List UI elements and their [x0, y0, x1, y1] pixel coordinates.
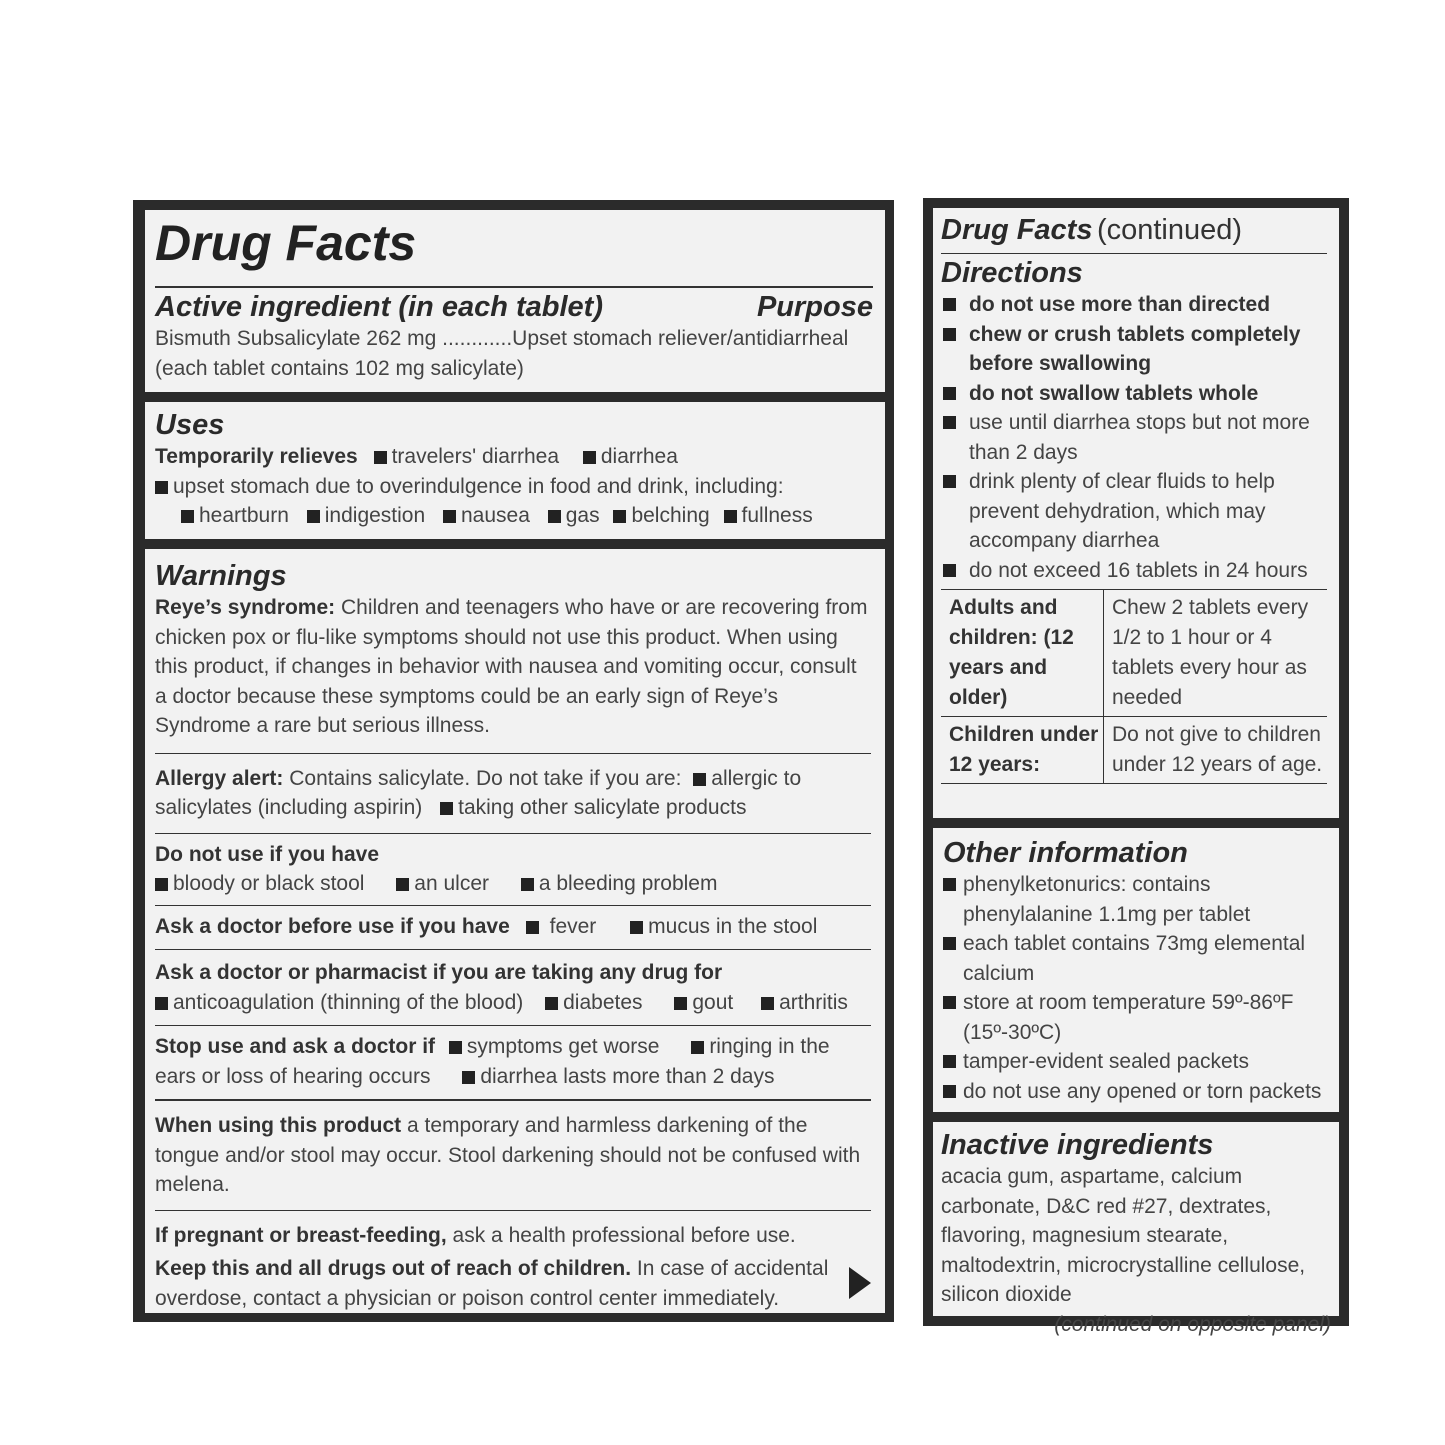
dosage-value: Chew 2 tablets every 1/2 to 1 hour or 4 tablets every hour as needed: [1112, 596, 1309, 709]
bullet-icon: [943, 298, 956, 311]
uses-item: travelers' diarrhea: [391, 445, 559, 468]
bullet-icon: [943, 1085, 956, 1098]
bullet-icon: [943, 878, 956, 891]
uses-sub-item: gas: [565, 504, 600, 527]
bullet-icon: [155, 878, 168, 891]
title-rule: [155, 286, 873, 288]
uses-line-2: [155, 472, 873, 502]
bullet-icon: [691, 1041, 704, 1054]
continued-title-suffix: (continued): [1096, 214, 1243, 246]
continued-title: [941, 212, 1327, 253]
bullet-icon: [545, 997, 558, 1010]
uses-sub-item: fullness: [741, 504, 813, 527]
title-rule: [941, 253, 1327, 254]
bullet-icon: [443, 510, 456, 523]
directions-item: drink plenty of clear fluids to help prevent dehydration, which may accompany diarrhea: [941, 467, 1327, 556]
active-ingredient-header: Active ingredient (in each tablet): [155, 291, 603, 323]
other-item: each tablet contains 73mg elemental calcium: [943, 929, 1329, 988]
bullet-icon: [548, 510, 561, 523]
pregnant-lead: If pregnant or breast-feeding,: [155, 1223, 447, 1247]
reye-text: Children and teenagers who have or are recovering from chicken pox or flu-like symptoms should not use this product. When using this product, if changes in behavior with nausea and vomiting occur, consult a doctor because these symptoms could be an early sign of Reye’s Syndrome a rare but serious illness.: [155, 596, 868, 737]
inactive-ingredients-header: Inactive ingredients: [941, 1129, 1214, 1161]
dosage-value: Do not give to children under 12 years of age.: [1104, 717, 1328, 784]
allergy-text: Contains salicylate. Do not take if you are:: [289, 766, 682, 790]
uses-lead: Temporarily relieves: [155, 445, 358, 468]
bullet-icon: [693, 773, 706, 786]
active-ingredient-box: [145, 210, 885, 392]
bullet-icon: [374, 451, 387, 464]
uses-sub-item: heartburn: [199, 504, 289, 527]
allergy-lead: Allergy alert:: [155, 766, 284, 790]
directions-item: use until diarrhea stops but not more than 2 days: [941, 408, 1327, 467]
bullet-icon: [462, 1071, 475, 1084]
stop-use-lead: Stop use and ask a doctor if: [155, 1035, 436, 1058]
bullet-icon: [440, 802, 453, 815]
drug-facts-panel-left: [133, 200, 894, 1322]
inactive-ingredients-text: acacia gum, aspartame, calcium carbonate, D&C red #27, dextrates, flavoring, magnesium stearate, maltodextrin, microcrystalline cellulose, silicon dioxide: [941, 1165, 1306, 1306]
ask-pharmacist: [155, 950, 871, 1025]
active-ingredient-note: (each tablet contains 102 mg salicylate): [155, 356, 524, 380]
bullet-icon: [181, 510, 194, 523]
bullet-icon: [761, 997, 774, 1010]
bullet-icon: [155, 997, 168, 1010]
reye-lead: Reye’s syndrome:: [155, 596, 336, 619]
uses-item: diarrhea: [600, 445, 678, 468]
directions-item: do not swallow tablets whole: [941, 379, 1327, 409]
purpose-header: Purpose: [756, 291, 873, 323]
directions-header: Directions: [941, 257, 1083, 289]
reye-syndrome-warning: [155, 593, 871, 753]
do-not-use-lead: Do not use if you have: [155, 842, 380, 866]
uses-sub-item: indigestion: [324, 504, 426, 527]
bullet-icon: [396, 878, 409, 891]
pregnant-text: ask a health professional before use.: [452, 1223, 796, 1247]
stop-use: [155, 1026, 871, 1099]
bullet-icon: [943, 387, 956, 400]
bullet-icon: [630, 921, 643, 934]
dosage-label: Adults and children: (12 years and older): [941, 590, 1104, 717]
ask-doctor: [155, 906, 871, 950]
other-information-box: [933, 828, 1339, 1112]
continue-arrow-icon: [849, 1267, 871, 1299]
ask-doctor-item: mucus in the stool: [648, 914, 818, 938]
bullet-icon: [943, 937, 956, 950]
ask-pharmacist-lead: Ask a doctor or pharmacist if you are taking any drug for: [155, 961, 723, 984]
warnings-header: Warnings: [155, 560, 287, 592]
stop-use-item: symptoms get worse: [466, 1035, 660, 1058]
uses-sub-item: belching: [631, 504, 710, 527]
pregnant-warning: [155, 1211, 871, 1255]
uses-line-1: [155, 442, 873, 472]
uses-sub-item: nausea: [461, 504, 530, 527]
bullet-icon: [307, 510, 320, 523]
other-item: phenylketonurics: contains phenylalanine 1.1mg per tablet: [943, 870, 1329, 929]
dosage-table: [941, 590, 1327, 783]
ask-pharmacist-item: diabetes: [563, 990, 643, 1014]
dosage-label: Children under 12 years:: [941, 717, 1104, 784]
bullet-icon: [613, 510, 626, 523]
dosage-row: [941, 590, 1327, 717]
keep-out-of-reach: [155, 1254, 871, 1313]
ask-doctor-lead: Ask a doctor before use if you have: [155, 914, 510, 938]
do-not-use: [155, 834, 871, 905]
bullet-icon: [674, 997, 687, 1010]
when-using-text: a temporary and harmless darkening of the tongue and/or stool may occur. Stool darkening should not be confused with melena.: [155, 1114, 861, 1196]
allergy-item: taking other salicylate products: [458, 796, 747, 819]
active-ingredient-line: Bismuth Subsalicylate 262 mg ............Upset stomach reliever/antidiarrheal: [155, 327, 849, 350]
other-information-header: Other information: [943, 837, 1188, 869]
uses-box: [145, 402, 885, 539]
directions-item: do not use more than directed: [941, 290, 1327, 320]
table-rule: [941, 783, 1327, 784]
bullet-icon: [724, 510, 737, 523]
do-not-use-item: a bleeding problem: [538, 872, 718, 895]
bullet-icon: [943, 996, 956, 1009]
keep-lead: Keep this and all drugs out of reach of children.: [155, 1257, 632, 1280]
ask-doctor-item: fever: [549, 914, 597, 938]
drug-facts-title: Drug Facts: [155, 215, 417, 271]
stop-use-item: diarrhea lasts more than 2 days: [480, 1064, 775, 1088]
other-item: tamper-evident sealed packets: [943, 1047, 1329, 1077]
bullet-icon: [943, 1055, 956, 1068]
ask-pharmacist-item: anticoagulation (thinning of the blood): [173, 990, 524, 1014]
directions-list: [941, 290, 1327, 589]
directions-item: do not exceed 16 tablets in 24 hours: [941, 556, 1327, 590]
bullet-icon: [449, 1041, 462, 1054]
ask-pharmacist-item: gout: [692, 990, 734, 1014]
continued-title-main: Drug Facts: [941, 214, 1093, 246]
uses-item: upset stomach due to overindulgence in food and drink, including:: [173, 474, 784, 498]
directions-item: chew or crush tablets completely before swallowing: [941, 320, 1327, 379]
stop-use-item: ringing in the ears or loss of hearing occurs: [155, 1035, 830, 1088]
allergy-item: allergic to salicylates (including aspirin): [155, 766, 802, 819]
uses-header: Uses: [155, 409, 225, 441]
bullet-icon: [526, 921, 539, 934]
ask-pharmacist-item: arthritis: [779, 990, 848, 1014]
bullet-icon: [943, 564, 956, 577]
other-item: do not use any opened or torn packets: [943, 1077, 1329, 1107]
warnings-box: [145, 549, 885, 1313]
bullet-icon: [943, 475, 956, 488]
continued-note: (continued on opposite panel): [1054, 1312, 1331, 1336]
other-item: store at room temperature 59º-86ºF (15º-30ºC): [943, 988, 1329, 1047]
when-using: [155, 1101, 871, 1210]
do-not-use-item: bloody or black stool: [173, 872, 365, 895]
directions-box: [933, 208, 1339, 818]
bullet-icon: [583, 451, 596, 464]
bullet-icon: [155, 481, 168, 494]
bullet-icon: [943, 416, 956, 429]
allergy-alert: [155, 754, 871, 833]
bullet-icon: [521, 878, 534, 891]
uses-sub-list: [155, 501, 873, 531]
dosage-row: [941, 717, 1327, 784]
drug-facts-panel-right: [923, 198, 1349, 1336]
do-not-use-item: an ulcer: [414, 872, 490, 895]
when-using-lead: When using this product: [155, 1114, 402, 1137]
keep-text: In case of accidental overdose, contact a physician or poison control center immediately.: [155, 1257, 829, 1310]
bullet-icon: [943, 328, 956, 341]
inactive-ingredients-box: [933, 1122, 1339, 1336]
